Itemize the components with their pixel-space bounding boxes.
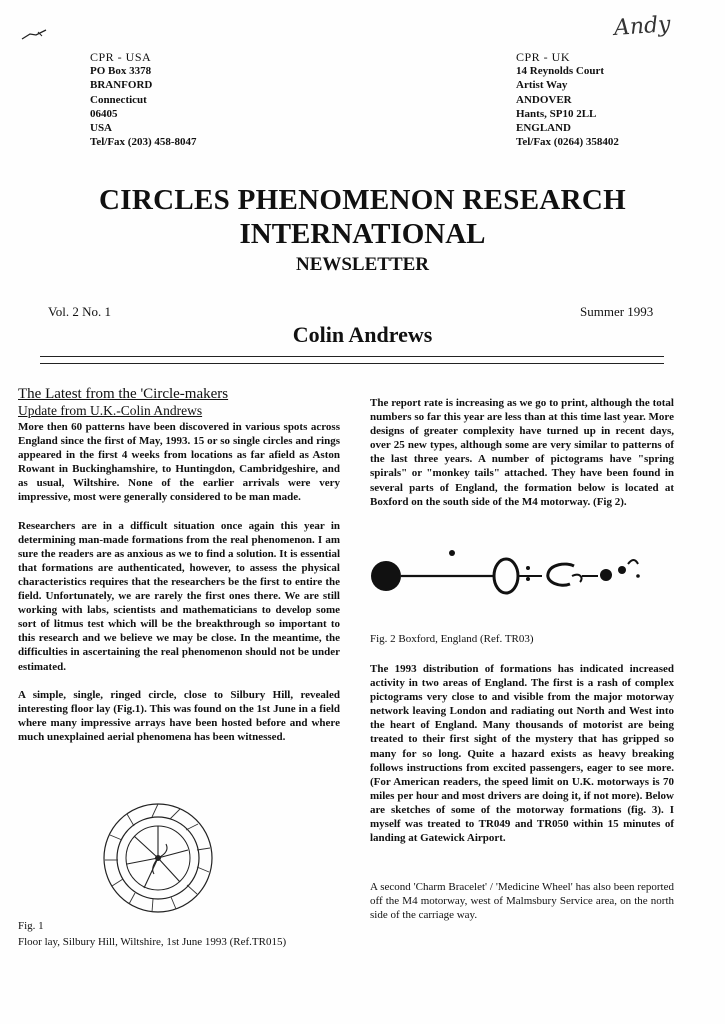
figure-1-floor-lay	[100, 800, 216, 916]
right-column-intro	[370, 396, 674, 523]
article-subheading: Update from U.K.-Colin Andrews	[18, 403, 203, 418]
masthead-subtitle: INTERNATIONAL	[239, 218, 486, 250]
uk-line: 14 Reynolds Court	[516, 65, 605, 78]
uk-line: Hants, SP10 2LL	[516, 107, 597, 120]
usa-line: 06405	[90, 107, 118, 120]
author-name: Colin Andrews	[292, 322, 433, 347]
paragraph: Researchers are in a difficult situation once again this year in determining man-made formations from the real phenomenon. I am sure the readers are as anxious as we to find a solution. It is essential that formations are authenticated, however, to assess the physical characteristics requires that the researchers be the first to entire the field. Unfortunately, we are rarely the first ones there. We are still working with labs, scientists and mathematicians to develop some sort of litmus test which will be the breakthrough so important to this research and we believe we may be close. In the meantime, the difficulties in ascertaining the real phenomenon should not be under estimated.	[18, 519, 340, 673]
paragraph: More then 60 patterns have been discovered in various spots across England since the first of May, 1993. 15 or so single circles and rings appeared in the first 4 weeks from locations as far afield as Aston Rowant in Buckinghamshire, to Huntingdon, Cambridgeshire, and as usual, Wiltshire. None of the earlier arrivals were very impressive, most were generally considered to be man made.	[18, 421, 340, 504]
uk-line: Artist Way	[516, 79, 568, 92]
masthead-newsletter: NEWSLETTER	[295, 254, 430, 275]
divider	[40, 363, 664, 364]
usa-address	[90, 50, 197, 149]
uk-address	[516, 50, 619, 149]
usa-line: PO Box 3378	[90, 65, 152, 78]
pen-mark-icon	[20, 28, 50, 42]
figure-2-pictogram	[370, 548, 690, 604]
volume-number: Vol. 2 No. 1	[48, 304, 111, 319]
paragraph: The 1993 distribution of formations has indicated increased activity in two areas of England. The first is a rash of complex pictograms very close to and visible from the major motorway network leaving London and radiating out North and West into the heart of England. Many thousands of motorist are being treated to their first sight of the mystery that has gripped so many for so long. Quite a hazard exists as heavy breaking follows instructions from excited passengers, eager to see more. (For American readers, the speed limit on U.K. motorways is 70 miles per hour and most drivers are doing it, if not more). Below are sketches of some of the motorway formations (fig. 3). I myself was treated to TR049 and TR050 within 15 minutes of landing at Gatewick Airport.	[370, 663, 674, 845]
article-heading: The Latest from the 'Circle-makers	[18, 386, 229, 402]
right-column-body	[370, 662, 674, 859]
uk-line: ENGLAND	[516, 122, 572, 135]
paragraph: A simple, single, ringed circle, close to Silbury Hill, revealed interesting floor lay (Fig.1). This was found on the 1st June in a field where many impressive arrays have been hosted before and where much unexplained aerial phenomena has been witnessed.	[18, 688, 340, 743]
usa-label: CPR - USA	[90, 50, 152, 64]
paragraph: The report rate is increasing as we go to print, although the total numbers so far this year are less than at this time last year. More designs of greater complexity have turned up in recent days, over 25 new types, although some are very similar to patterns of the last three years. A number of pictograms have "spring spirals" or "monkey tails" attached. They have been found in several parts of England, the formation below is located at Boxford on the south side of the M4 motorway. (Fig 2).	[370, 397, 674, 508]
usa-line: BRANFORD	[90, 79, 153, 92]
uk-line: ANDOVER	[516, 93, 572, 106]
usa-line: Connecticut	[90, 93, 147, 106]
paragraph: A second 'Charm Bracelet' / 'Medicine Wheel' has also been reported off the M4 motorway, west of Malmsbury Service area, on the north side of the carriage way.	[370, 881, 674, 922]
divider	[40, 356, 664, 357]
figure-1-caption: Floor lay, Silbury Hill, Wiltshire, 1st June 1993 (Ref.TR015)	[18, 936, 287, 948]
figure-1-label: Fig. 1	[18, 920, 44, 932]
usa-line: USA	[90, 122, 113, 135]
uk-label: CPR - UK	[516, 50, 571, 64]
handwritten-note: Andy	[613, 12, 672, 41]
uk-line: Tel/Fax (0264) 358402	[516, 136, 619, 149]
masthead-title: CIRCLES PHENOMENON RESEARCH	[99, 184, 626, 216]
left-column	[18, 386, 340, 758]
usa-line: Tel/Fax (203) 458-8047	[90, 136, 197, 149]
figure-2-caption: Fig. 2 Boxford, England (Ref. TR03)	[370, 633, 534, 645]
right-column-closing	[370, 880, 674, 936]
issue-season: Summer 1993	[580, 304, 654, 319]
